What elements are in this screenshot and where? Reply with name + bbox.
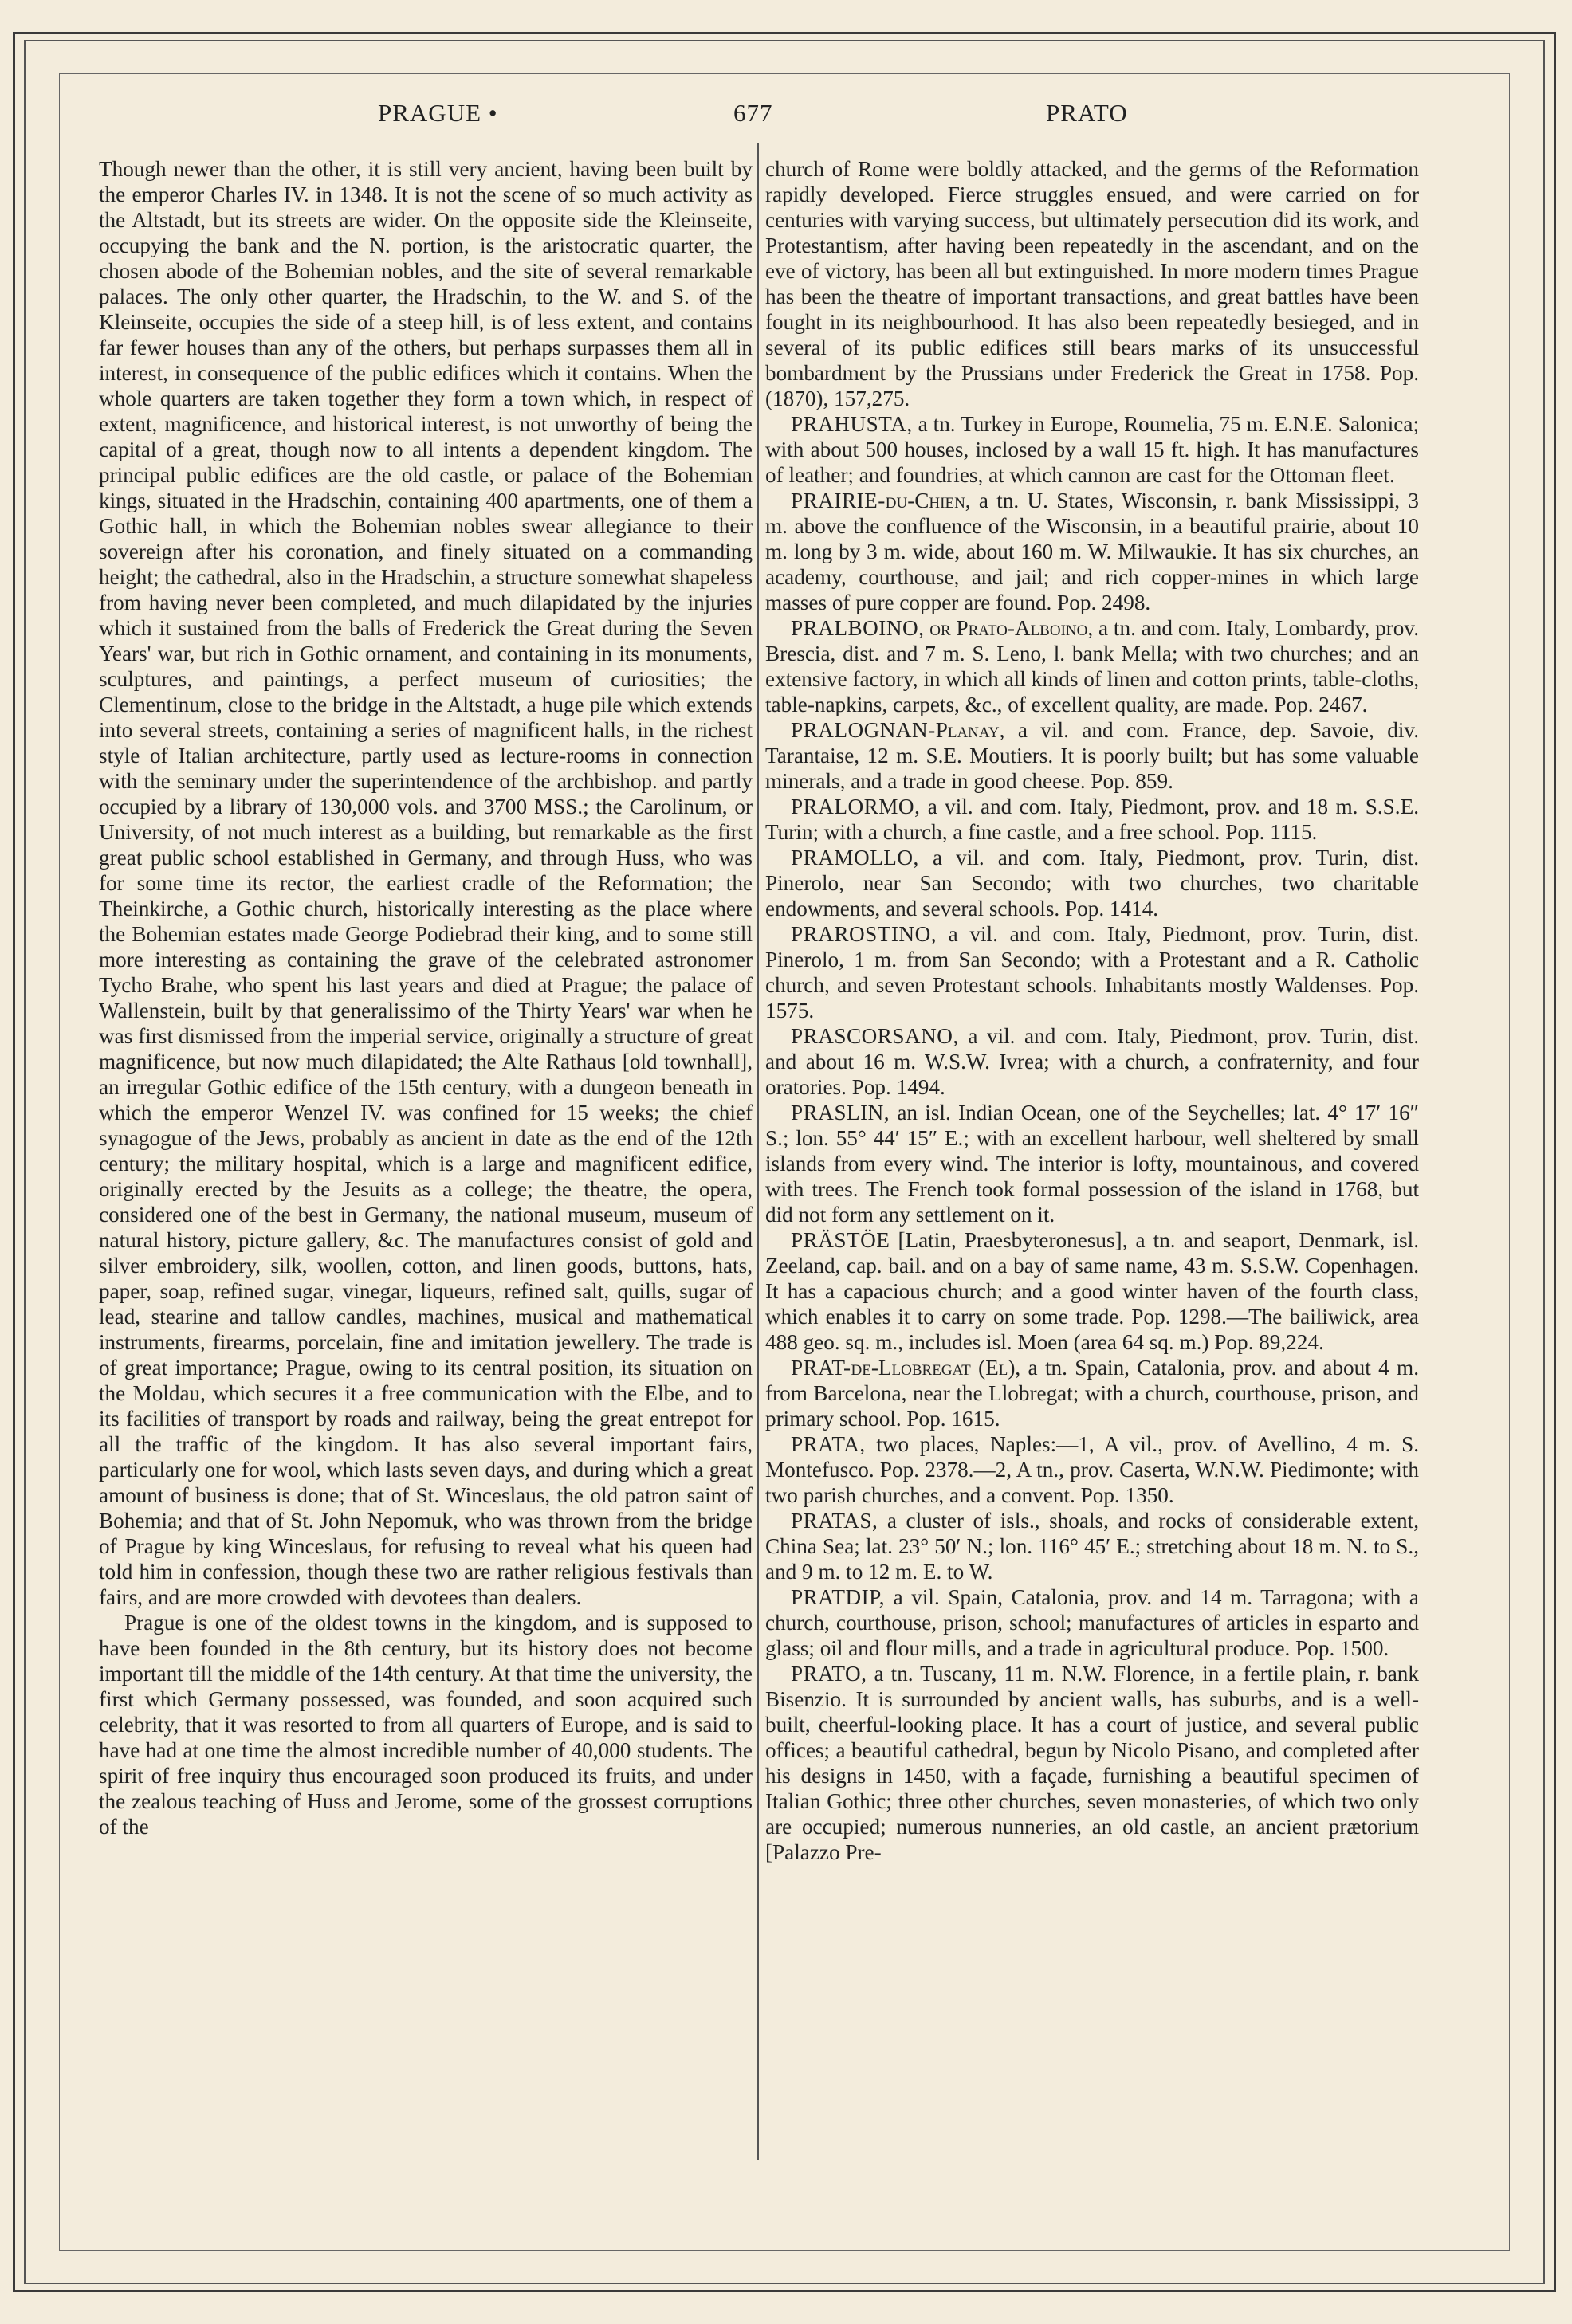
entry-3 (765, 717, 1419, 794)
header-right-word: PRATO (1046, 99, 1128, 127)
entry-headword: PRASCORSANO, (791, 1024, 959, 1048)
entry-13 (765, 1584, 1419, 1661)
entry-headword: PRAROSTINO, (791, 922, 937, 946)
entry-2 (765, 615, 1419, 717)
entry-9 (765, 1227, 1419, 1355)
entry-body: a tn. Tuscany, 11 m. N.W. Florence, in a fertile plain, r. bank Bisenzio. It is surrounded by ancient walls, has suburbs, and is a well-built, cheerful-looking place. It has a court of justice, and several public offices; a beautiful cathedral, begun by Nicolo Pisano, and completed after his designs in 1450, with a façade, furnishing a beautiful specimen of Italian Gothic; three other churches, seven monasteries, of which two only are occupied; numerous nunneries, an old castle, an ancient prætorium [Palazzo Pre- (765, 1662, 1419, 1864)
entry-body: [Latin, Praesbyteronesus], a tn. and seaport, Denmark, isl. Zeeland, cap. bail. and on a bay of same name, 43 m. S.S.W. Copenhagen. It has a capacious church; and a good winter haven of the fourth class, which enables it to carry on some trade. Pop. 1298.—The bailiwick, area 488 geo. sq. m., includes isl. Moen (area 64 sq. m.) Pop. 89,224. (765, 1228, 1419, 1354)
entry-body: two places, Naples:—1, A vil., prov. of Avellino, 4 m. S. Montefusco. Pop. 2378.—2, A tn., prov. Caserta, W.N.W. Piedimonte; with two parish churches, and a convent. Pop. 1350. (765, 1432, 1419, 1507)
right-continuation: church of Rome were boldly attacked, and the germs of the Reformation rapidly developed. Fierce struggles ensued, and were carried on for centuries with varying success, but ultimately persecution did its work, and Protestantism, after having been repeatedly in the ascendant, and on the eve of victory, has been all but extinguished. In more modern times Prague has been the theatre of important transactions, and great battles have been fought in its neighbourhood. It has also been repeatedly besieged, and in several of its public edifices still bears marks of its unsuccessful bombardment by the Prussians under Frederick the Great in 1758. Pop. (1870), 157,275. (765, 157, 1419, 410)
entry-headword-smallcaps: Planay, (935, 718, 1005, 742)
entry-6 (765, 921, 1419, 1023)
entry-headword: PRALOGNAN- (791, 718, 936, 742)
entry-headword: PRÄSTÖE (791, 1228, 890, 1252)
left-column (99, 156, 753, 2165)
entry-body: a vil. and com. Italy, Piedmont, prov. Turin, dist. and about 16 m. W.S.W. Ivrea; with a church, a confraternity, and four oratories. Pop. 1494. (765, 1024, 1419, 1099)
gazetteer-entries (765, 411, 1419, 1865)
entry-headword-smallcaps: or Prato-Alboino, (924, 616, 1094, 640)
entry-14 (765, 1661, 1419, 1865)
entry-7 (765, 1023, 1419, 1100)
entry-body: a vil. Spain, Catalonia, prov. and 14 m. Tarragona; with a church, courthouse, prison, school; manufactures of articles in esparto and glass; oil and flour mills, and a trade in agricultural produce. Pop. 1500. (765, 1585, 1419, 1660)
entry-body: a vil. and com. Italy, Piedmont, prov. Turin, dist. Pinerolo, 1 m. from San Secondo; with a Protestant and a R. Catholic church, and seven Protestant schools. Inhabitants mostly Waldenses. Pop. 1575. (765, 922, 1419, 1023)
entry-body: a cluster of isls., shoals, and rocks of considerable extent, China Sea; lat. 23° 50′ N.; lon. 116° 45′ E.; stretching about 18 m. N. to S., and 9 m. to 12 m. E. to W. (765, 1509, 1419, 1584)
entry-headword: PRATO, (791, 1662, 867, 1686)
entry-body: a tn. and com. Italy, Lombardy, prov. Brescia, dist. and 7 m. S. Leno, l. bank Mella; with two churches; and an extensive factory, in which all kinds of linen and cotton prints, table-cloths, table-napkins, carpets, &c., of excellent quality, are made. Pop. 2467. (765, 616, 1419, 716)
entry-headword: PRAT- (791, 1356, 851, 1380)
entry-0 (765, 411, 1419, 488)
left-paragraph-2: Prague is one of the oldest towns in the kingdom, and is supposed to have been founded in the 8th century, but its history does not become important till the middle of the 14th century. At that time the university, the first which Germany possessed, was founded, and soon acquired such celebrity, that it was resorted to from all quarters of Europe, and is said to have had at one time the almost incredible number of 40,000 students. The spirit of free inquiry thus encouraged soon produced its fruits, and under the zealous teaching of Huss and Jerome, some of the grossest corruptions of the (99, 1611, 753, 1839)
entry-headword: PRATDIP, (791, 1585, 886, 1609)
header-left-word: PRAGUE • (378, 99, 498, 127)
running-header (64, 99, 1505, 147)
entry-8 (765, 1100, 1419, 1227)
entry-body: a tn. Spain, Catalonia, prov. and about 4 m. from Barcelona, near the Llobregat; with a church, courthouse, prison, and primary school. Pop. 1615. (765, 1356, 1419, 1431)
entry-headword: PRALBOINO, (791, 616, 925, 640)
entry-body: a vil. and com. Italy, Piedmont, prov. and 18 m. S.S.E. Turin; with a church, a fine castle, and a free school. Pop. 1115. (765, 795, 1419, 844)
entry-body: an isl. Indian Ocean, one of the Seychelles; lat. 4° 17′ 16″ S.; lon. 55° 44′ 15″ E.; with an excellent harbour, well sheltered by small islands from every wind. The interior is lofty, mountainous, and covered with trees. The French took formal possession of the island in 1768, but did not form any settlement on it. (765, 1101, 1419, 1227)
entry-headword: PRALORMO, (791, 795, 921, 819)
left-paragraph-1: Though newer than the other, it is still very ancient, having been built by the emperor Charles IV. in 1348. It is not the scene of so much activity as the Altstadt, but its streets are wider. On the opposite side the Kleinseite, occupying the bank and the N. portion, is the aristocratic quarter, the chosen abode of the Bohemian nobles, and the site of several remarkable palaces. The only other quarter, the Hradschin, to the W. and S. of the Kleinseite, occupies the side of a steep hill, is of less extent, and contains far fewer houses than any of the others, but perhaps surpasses them all in interest, in consequence of the public edifices which it contains. When the whole quarters are taken together they form a town which, in respect of extent, magnificence, and historical interest, is not unworthy of being the capital of a great, though now to all intents a dependent kingdom. The principal public edifices are the old castle, or palace of the Bohemian kings, situated in the Hradschin, containing 400 apartments, one of them a Gothic hall, in which the Bohemian nobles swear allegiance to their sovereign after his coronation, and finely situated on a commanding height; the cathedral, also in the Hradschin, a structure somewhat shapeless from having never been completed, and much dilapidated by the injuries which it sustained from the balls of Frederick the Great during the Seven Years' war, but rich in Gothic ornament, and containing in its monuments, sculptures, and paintings, a perfect museum of curiosities; the Clementinum, close to the bridge in the Altstadt, a huge pile which extends into several streets, containing a series of magnificent halls, in the richest style of Italian architecture, partly used as lecture-rooms in connection with the seminary under the superintendence of the archbishop. and partly occupied by a library of 130,000 vols. and 3700 MSS.; the Carolinum, or University, of not much interest as a building, but remarkable as the first great public school established in Germany, and through Huss, who was for some time its rector, the earliest cradle of the Reformation; the Theinkirche, a Gothic church, historically interesting as the place where the Bohemian estates made George Podiebrad their king, and to some still more interesting as containing the grave of the celebrated astronomer Tycho Brahe, who spent his last years and died at Prague; the palace of Wallenstein, built by that generalissimo of the Thirty Years' war when he was first dismissed from the imperial service, originally a structure of great magnificence, but now much dilapidated; the Alte Rathaus [old townhall], an irregular Gothic edifice of the 15th century, with a dungeon beneath in which the emperor Wenzel IV. was confined for 15 weeks; the chief synagogue of the Jews, probably as ancient in date as the end of the 12th century; the military hospital, which is a large and magnificent edifice, originally erected by the Jesuits as a college; the theatre, the opera, considered one of the best in Germany, the national museum, museum of natural history, picture gallery, &c. The manufactures consist of gold and silver embroidery, silk, woollen, cotton, and linen goods, buttons, hats, paper, soap, refined sugar, vinegar, liqueurs, refined salt, quills, sugar of lead, stearine and tallow candles, machines, musical and mathematical instruments, firearms, porcelain, fine and imitation jewellery. The trade is of great importance; Prague, owing to its central position, its situation on the Moldau, which secures it a free communication with the Elbe, and to its facilities of transport by roads and railway, being the great entrepot for all the traffic of the kingdom. It has also several important fairs, particularly one for wool, which lasts seven days, and during which a great amount of business is done; that of St. Winceslaus, the old patron saint of Bohemia; and that of St. John Nepomuk, who was thrown from the bridge of Prague by king Winceslaus, for refusing to reveal what his queen had told him in confession, though these two are rather religious festivals than fairs, and are more crowded with devotees than dealers. (99, 157, 753, 1609)
entry-headword: PRAHUSTA, (791, 412, 913, 436)
entry-headword: PRATA, (791, 1432, 866, 1456)
entry-body: a tn. U. States, Wisconsin, r. bank Mississippi, 3 m. above the confluence of the Wisconsin, in a beautiful prairie, about 10 m. long by 3 m. wide, about 160 m. W. Milwaukie. It has six churches, an academy, courthouse, and jail; and rich copper-mines in which large masses of pure copper are found. Pop. 2498. (765, 489, 1419, 614)
entry-1 (765, 488, 1419, 615)
entry-body: a vil. and com. France, dep. Savoie, div. Tarantaise, 12 m. S.E. Moutiers. It is poorly built; but has some valuable minerals, and a trade in good cheese. Pop. 859. (765, 718, 1419, 793)
entry-headword: PRATAS, (791, 1509, 878, 1533)
entry-4 (765, 794, 1419, 845)
entry-headword: PRAMOLLO, (791, 846, 919, 870)
entry-10 (765, 1355, 1419, 1431)
page-number: 677 (733, 99, 773, 127)
entry-headword-smallcaps: du-Chien, (885, 489, 971, 512)
entry-5 (765, 845, 1419, 921)
entry-body: a tn. Turkey in Europe, Roumelia, 75 m. E.N.E. Salonica; with about 500 houses, inclosed by a wall 15 ft. high. It has manufactures of leather; and foundries, at which cannon are cast for the Ottoman fleet. (765, 412, 1419, 487)
entry-headword: PRAIRIE- (791, 489, 886, 512)
right-column (765, 156, 1419, 2165)
entry-headword-smallcaps: de-Llobregat (El), (851, 1356, 1021, 1380)
entry-headword: PRASLIN, (791, 1101, 890, 1125)
entry-12 (765, 1508, 1419, 1584)
entry-body: a vil. and com. Italy, Piedmont, prov. Turin, dist. Pinerolo, near San Secondo; with two churches, two charitable endowments, and several schools. Pop. 1414. (765, 846, 1419, 921)
column-divider (757, 143, 759, 2160)
entry-11 (765, 1431, 1419, 1508)
